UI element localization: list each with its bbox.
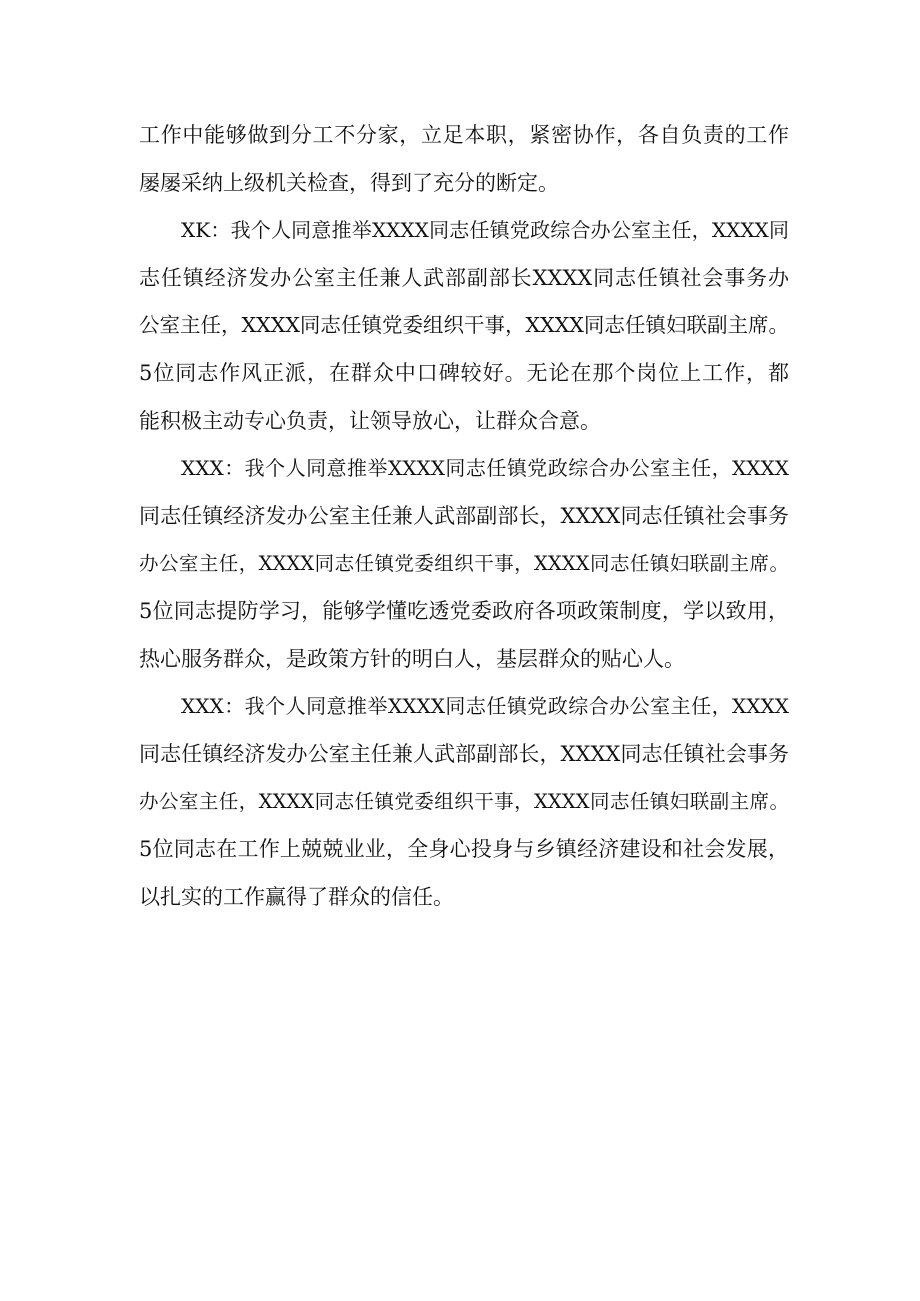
paragraph-line: 同志任镇经济发办公室主任兼人武部副部长，XXXX同志任镇社会事务 bbox=[139, 503, 789, 528]
paragraph-line: XK：我个人同意推举XXXX同志任镇党政综合办公室主任，XXXX同 bbox=[181, 218, 789, 243]
paragraph-line: 工作中能够做到分工不分家，立足本职，紧密协作，各自负责的工作 bbox=[139, 123, 789, 147]
paragraph-1 bbox=[139, 112, 789, 207]
paragraph-line: 志任镇经济发办公室主任兼人武部副部长XXXX同志任镇社会事务办 bbox=[139, 265, 789, 290]
paragraph-line: 屡屡采纳上级机关检查，得到了充分的断定。 bbox=[139, 170, 559, 195]
paragraph-3 bbox=[139, 445, 789, 683]
paragraph-line: 办公室主任，XXXX同志任镇党委组织干事，XXXX同志任镇妇联副主席。 bbox=[139, 790, 789, 814]
paragraph-4 bbox=[139, 683, 789, 921]
document-body bbox=[139, 112, 789, 921]
paragraph-line: 公室主任，XXXX同志任镇党委组织干事，XXXX同志任镇妇联副主席。 bbox=[139, 313, 789, 338]
paragraph-line: 以扎实的工作赢得了群众的信任。 bbox=[139, 884, 454, 909]
paragraph-line: 办公室主任，XXXX同志任镇党委组织干事，XXXX同志任镇妇联副主席。 bbox=[139, 552, 789, 576]
paragraph-line: 同志任镇经济发办公室主任兼人武部副部长，XXXX同志任镇社会事务 bbox=[139, 741, 789, 766]
paragraph-line: 热心服务群众，是政策方针的明白人，基层群众的贴心人。 bbox=[139, 646, 685, 671]
paragraph-2 bbox=[139, 207, 789, 445]
paragraph-line: XXX：我个人同意推举XXXX同志任镇党政综合办公室主任，XXXX bbox=[181, 456, 789, 481]
paragraph-line: 5位同志作风正派，在群众中口碑较好。无论在那个岗位上工作，都 bbox=[139, 360, 789, 385]
paragraph-line: XXX：我个人同意推举XXXX同志任镇党政综合办公室主任，XXXX bbox=[181, 694, 789, 719]
paragraph-line: 能积极主动专心负责，让领导放心，让群众合意。 bbox=[139, 408, 601, 433]
paragraph-line: 5位同志提防学习，能够学懂吃透党委政府各项政策制度，学以致用， bbox=[139, 598, 789, 623]
paragraph-line: 5位同志在工作上兢兢业业，全身心投身与乡镇经济建设和社会发展， bbox=[139, 836, 789, 861]
